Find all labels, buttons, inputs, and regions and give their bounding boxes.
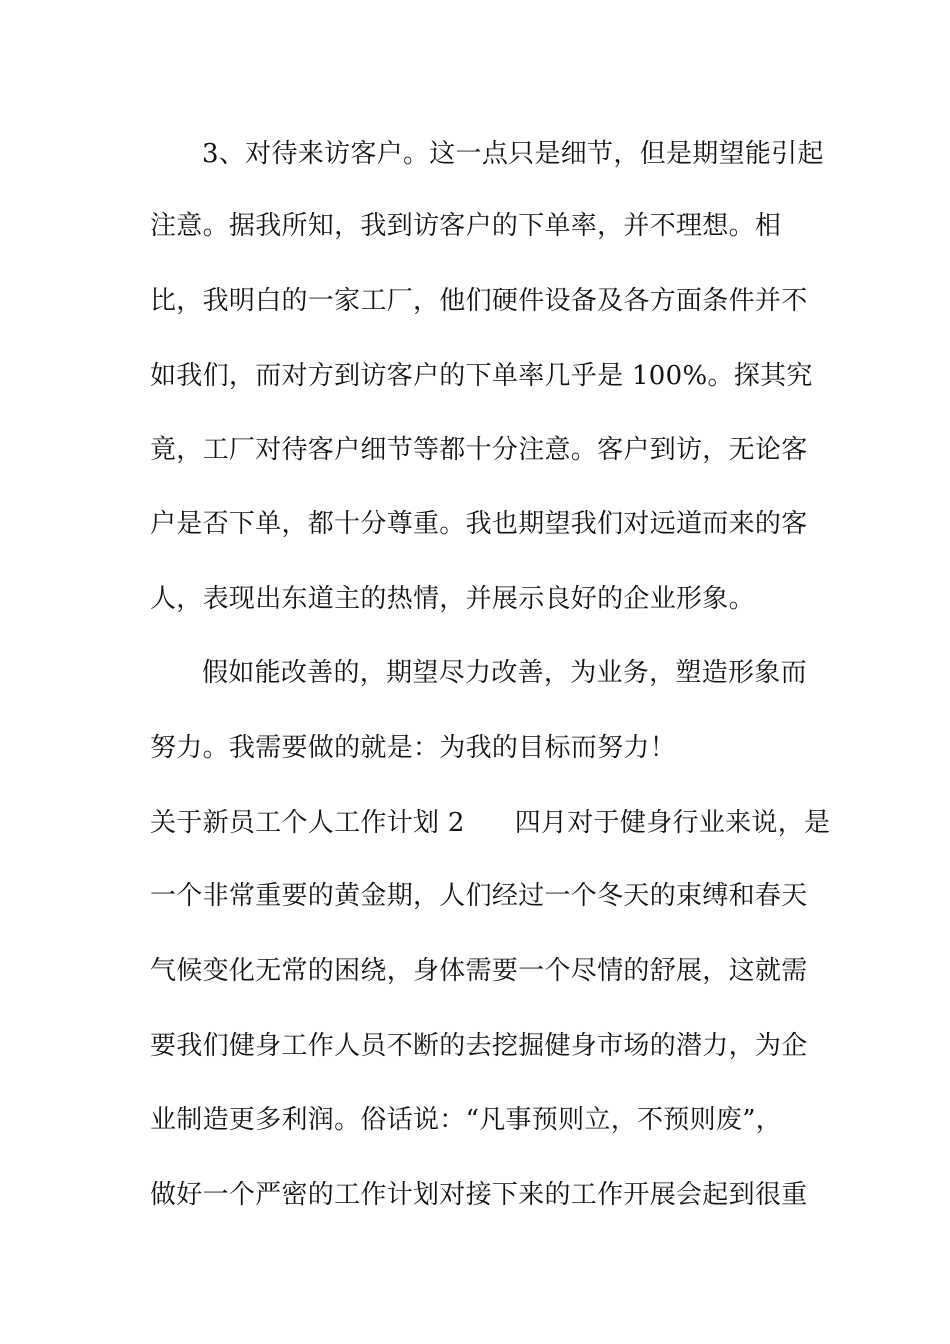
paragraph-2-line-1: 假如能改善的，期望尽力改善，为业务，塑造形象而 — [202, 658, 807, 688]
section-first-line-text: 四月对于健身行业来说，是 — [514, 808, 831, 838]
section-line-3: 气候变化无常的困绕，身体需要一个尽情的舒展，这就需 — [150, 956, 808, 986]
paragraph-1-line-5: 竟，工厂对待客户细节等都十分注意。客户到访，无论客 — [150, 435, 808, 465]
section-heading: 关于新员工个人工作计划 2 — [150, 808, 465, 838]
paragraph-2-line-2: 努力。我需要做的就是：为我的目标而努力！ — [150, 733, 677, 763]
paragraph-1-line-2: 注意。据我所知，我到访客户的下单率，并不理想。相 — [150, 211, 782, 241]
paragraph-1-line-4: 如我们，而对方到访客户的下单率几乎是 100%。探其究 — [150, 361, 813, 391]
section-first-line — [150, 807, 830, 839]
paragraph-1-line-6: 户是否下单，都十分尊重。我也期望我们对远道而来的客 — [150, 509, 808, 539]
section-line-5: 业制造更多利润。俗话说：“凡事预则立，不预则废”， — [150, 1105, 783, 1135]
section-line-6: 做好一个严密的工作计划对接下来的工作开展会起到很重 — [150, 1180, 808, 1210]
paragraph-1-line-7: 人，表现出东道主的热情，并展示良好的企业形象。 — [150, 584, 755, 614]
section-line-4: 要我们健身工作人员不断的去挖掘健身市场的潜力，为企 — [150, 1031, 808, 1061]
paragraph-1-line-3: 比，我明白的一家工厂，他们硬件设备及各方面条件并不 — [150, 286, 808, 316]
paragraph-1-line-1: 3、对待来访客户。这一点只是细节，但是期望能引起 — [202, 139, 824, 169]
section-line-2: 一个非常重要的黄金期，人们经过一个冬天的束缚和春天 — [150, 881, 808, 911]
